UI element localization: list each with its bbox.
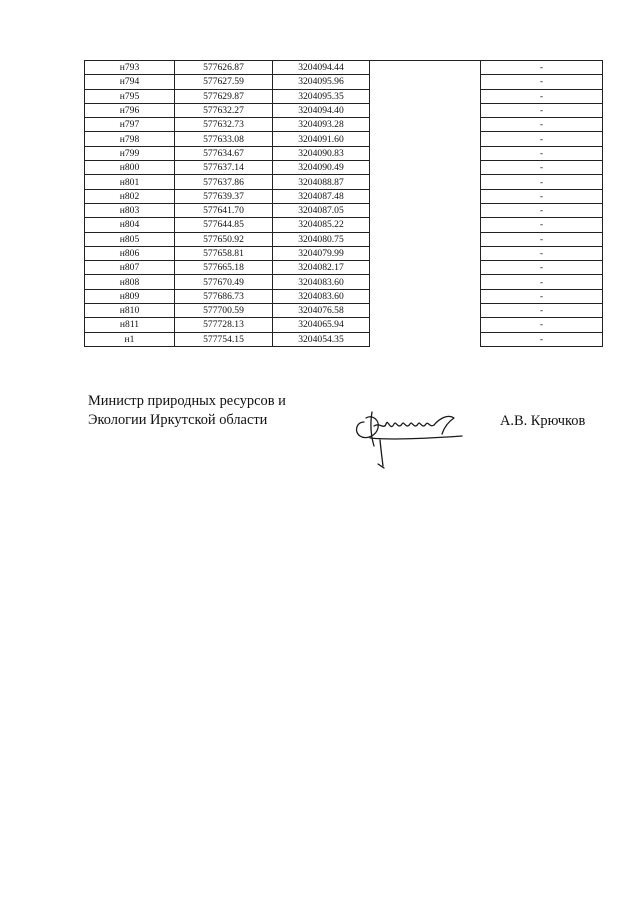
y-coordinate-cell: 3204095.96: [273, 75, 370, 89]
y-coordinate-cell: 3204094.40: [273, 103, 370, 117]
note-cell: -: [481, 103, 603, 117]
empty-column-gap: [370, 118, 481, 132]
coordinates-table-container: [84, 60, 603, 347]
table-row: [85, 318, 603, 332]
point-cell: н806: [85, 246, 175, 260]
y-coordinate-cell: 3204054.35: [273, 332, 370, 346]
x-coordinate-cell: 577658.81: [175, 246, 273, 260]
table-row: [85, 103, 603, 117]
table-row: [85, 304, 603, 318]
point-cell: н793: [85, 61, 175, 75]
empty-column-gap: [370, 89, 481, 103]
empty-column-gap: [370, 75, 481, 89]
empty-column-gap: [370, 318, 481, 332]
y-coordinate-cell: 3204093.28: [273, 118, 370, 132]
y-coordinate-cell: 3204085.22: [273, 218, 370, 232]
point-cell: н811: [85, 318, 175, 332]
x-coordinate-cell: 577629.87: [175, 89, 273, 103]
empty-column-gap: [370, 261, 481, 275]
point-cell: н804: [85, 218, 175, 232]
coordinates-table: [84, 60, 603, 347]
table-row: [85, 332, 603, 346]
x-coordinate-cell: 577728.13: [175, 318, 273, 332]
y-coordinate-cell: 3204095.35: [273, 89, 370, 103]
signature-block: [88, 392, 608, 482]
x-coordinate-cell: 577627.59: [175, 75, 273, 89]
table-row: [85, 61, 603, 75]
y-coordinate-cell: 3204094.44: [273, 61, 370, 75]
y-coordinate-cell: 3204082.17: [273, 261, 370, 275]
empty-column-gap: [370, 304, 481, 318]
point-cell: н794: [85, 75, 175, 89]
empty-column-gap: [370, 61, 481, 75]
empty-column-gap: [370, 161, 481, 175]
x-coordinate-cell: 577644.85: [175, 218, 273, 232]
y-coordinate-cell: 3204083.60: [273, 275, 370, 289]
point-cell: н797: [85, 118, 175, 132]
note-cell: -: [481, 261, 603, 275]
x-coordinate-cell: 577633.08: [175, 132, 273, 146]
note-cell: -: [481, 203, 603, 217]
y-coordinate-cell: 3204087.05: [273, 203, 370, 217]
x-coordinate-cell: 577641.70: [175, 203, 273, 217]
table-row: [85, 161, 603, 175]
x-coordinate-cell: 577632.27: [175, 103, 273, 117]
note-cell: -: [481, 61, 603, 75]
note-cell: -: [481, 161, 603, 175]
point-cell: н795: [85, 89, 175, 103]
point-cell: н799: [85, 146, 175, 160]
table-row: [85, 146, 603, 160]
y-coordinate-cell: 3204090.83: [273, 146, 370, 160]
note-cell: -: [481, 118, 603, 132]
x-coordinate-cell: 577632.73: [175, 118, 273, 132]
signer-position-line-1: Министр природных ресурсов и: [88, 393, 286, 409]
note-cell: -: [481, 189, 603, 203]
point-cell: н809: [85, 289, 175, 303]
x-coordinate-cell: 577637.86: [175, 175, 273, 189]
signer-name: А.В. Крючков: [500, 413, 586, 429]
empty-column-gap: [370, 146, 481, 160]
point-cell: н796: [85, 103, 175, 117]
empty-column-gap: [370, 275, 481, 289]
x-coordinate-cell: 577665.18: [175, 261, 273, 275]
empty-column-gap: [370, 246, 481, 260]
y-coordinate-cell: 3204079.99: [273, 246, 370, 260]
note-cell: -: [481, 175, 603, 189]
table-row: [85, 232, 603, 246]
note-cell: -: [481, 332, 603, 346]
note-cell: -: [481, 304, 603, 318]
empty-column-gap: [370, 232, 481, 246]
x-coordinate-cell: 577637.14: [175, 161, 273, 175]
point-cell: н807: [85, 261, 175, 275]
empty-column-gap: [370, 132, 481, 146]
point-cell: н805: [85, 232, 175, 246]
note-cell: -: [481, 132, 603, 146]
point-cell: н802: [85, 189, 175, 203]
x-coordinate-cell: 577626.87: [175, 61, 273, 75]
y-coordinate-cell: 3204083.60: [273, 289, 370, 303]
y-coordinate-cell: 3204080.75: [273, 232, 370, 246]
point-cell: н808: [85, 275, 175, 289]
note-cell: -: [481, 146, 603, 160]
y-coordinate-cell: 3204065.94: [273, 318, 370, 332]
empty-column-gap: [370, 289, 481, 303]
y-coordinate-cell: 3204087.48: [273, 189, 370, 203]
table-row: [85, 89, 603, 103]
table-row: [85, 246, 603, 260]
empty-column-gap: [370, 103, 481, 117]
point-cell: н1: [85, 332, 175, 346]
table-row: [85, 189, 603, 203]
table-row: [85, 118, 603, 132]
x-coordinate-cell: 577686.73: [175, 289, 273, 303]
empty-column-gap: [370, 218, 481, 232]
y-coordinate-cell: 3204076.58: [273, 304, 370, 318]
y-coordinate-cell: 3204088.87: [273, 175, 370, 189]
table-row: [85, 289, 603, 303]
empty-column-gap: [370, 332, 481, 346]
note-cell: -: [481, 75, 603, 89]
table-row: [85, 218, 603, 232]
point-cell: н798: [85, 132, 175, 146]
table-row: [85, 132, 603, 146]
x-coordinate-cell: 577700.59: [175, 304, 273, 318]
table-row: [85, 275, 603, 289]
y-coordinate-cell: 3204091.60: [273, 132, 370, 146]
empty-column-gap: [370, 203, 481, 217]
table-row: [85, 261, 603, 275]
note-cell: -: [481, 232, 603, 246]
point-cell: н803: [85, 203, 175, 217]
point-cell: н800: [85, 161, 175, 175]
note-cell: -: [481, 289, 603, 303]
coordinates-table-body: [85, 61, 603, 347]
y-coordinate-cell: 3204090.49: [273, 161, 370, 175]
note-cell: -: [481, 246, 603, 260]
note-cell: -: [481, 89, 603, 103]
note-cell: -: [481, 318, 603, 332]
signer-position-line-2: Экологии Иркутской области: [88, 412, 268, 428]
note-cell: -: [481, 275, 603, 289]
note-cell: -: [481, 218, 603, 232]
point-cell: н810: [85, 304, 175, 318]
x-coordinate-cell: 577634.67: [175, 146, 273, 160]
signer-position: [88, 392, 286, 430]
x-coordinate-cell: 577639.37: [175, 189, 273, 203]
empty-column-gap: [370, 175, 481, 189]
table-row: [85, 75, 603, 89]
point-cell: н801: [85, 175, 175, 189]
x-coordinate-cell: 577650.92: [175, 232, 273, 246]
signature-icon: [350, 400, 468, 472]
table-row: [85, 203, 603, 217]
table-row: [85, 175, 603, 189]
empty-column-gap: [370, 189, 481, 203]
x-coordinate-cell: 577670.49: [175, 275, 273, 289]
x-coordinate-cell: 577754.15: [175, 332, 273, 346]
